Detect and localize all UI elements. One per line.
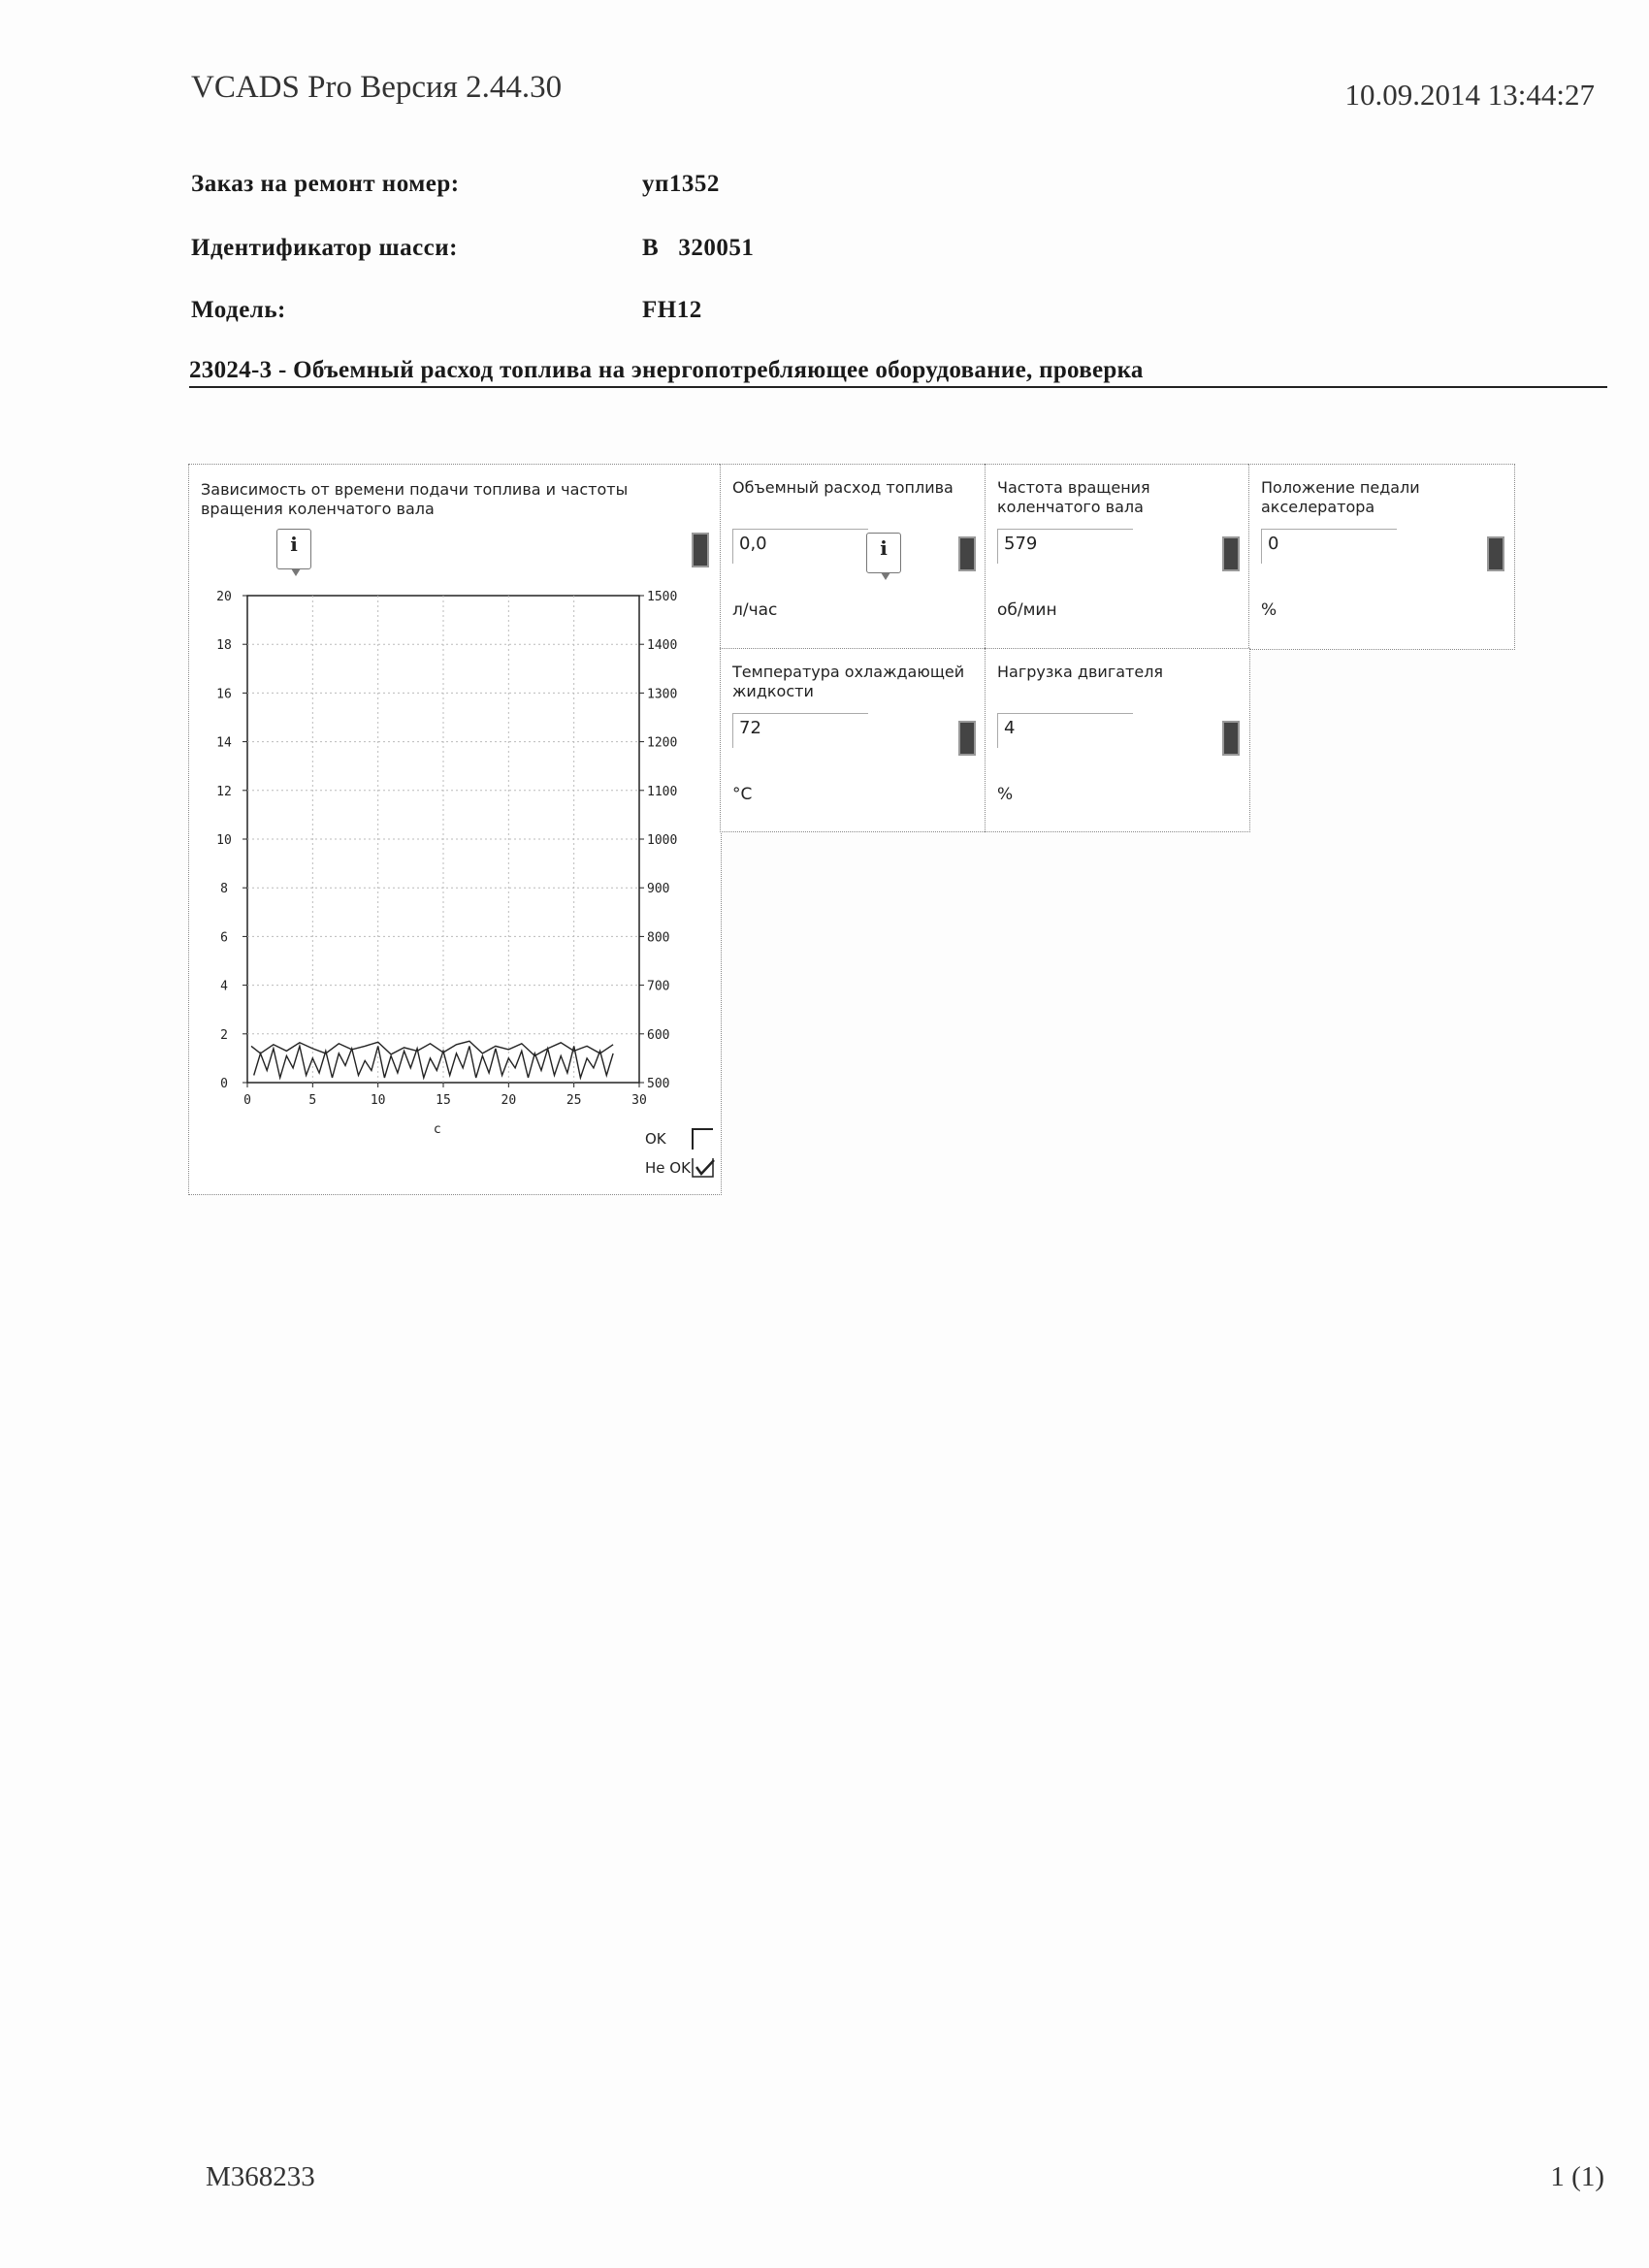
y2-tick-label: 900 bbox=[647, 882, 670, 897]
field-repair-order bbox=[191, 171, 720, 198]
not-ok-label: Не OK bbox=[645, 1159, 691, 1177]
x-tick-label: 15 bbox=[436, 1093, 451, 1108]
gauge-value: 4 bbox=[997, 713, 1133, 748]
chart-title: Зависимость от времени подачи топлива и частоты вращения коленчатого вала bbox=[201, 480, 629, 518]
report-datetime: 10.09.2014 13:44:27 bbox=[1344, 78, 1595, 112]
checkmark-icon bbox=[692, 1157, 715, 1181]
y-tick-label: 6 bbox=[220, 930, 228, 946]
scroll-bar-handle[interactable] bbox=[958, 536, 976, 571]
y2-tick-label: 600 bbox=[647, 1027, 670, 1043]
info-icon[interactable]: i bbox=[276, 529, 311, 569]
field-label: Заказ на ремонт номер: bbox=[191, 171, 460, 197]
field-label: Идентификатор шасси: bbox=[191, 235, 458, 261]
gauge-unit: л/час bbox=[732, 600, 778, 620]
gauge-engine-rpm bbox=[985, 464, 1250, 650]
y2-tick-label: 700 bbox=[647, 979, 670, 994]
gauge-unit: °C bbox=[732, 785, 753, 804]
gauge-unit: % bbox=[1261, 600, 1277, 620]
y2-tick-label: 1200 bbox=[647, 735, 678, 751]
gauge-title: Положение педали акселератора bbox=[1261, 478, 1420, 516]
gauge-fuel-rate bbox=[720, 464, 986, 650]
x-tick-label: 30 bbox=[631, 1093, 647, 1108]
y-tick-label: 16 bbox=[216, 687, 232, 702]
gauge-coolant-temp bbox=[720, 648, 986, 832]
x-axis-label: с bbox=[434, 1122, 441, 1137]
x-tick-label: 25 bbox=[566, 1093, 582, 1108]
y2-tick-label: 800 bbox=[647, 930, 670, 946]
y-tick-label: 10 bbox=[216, 833, 232, 848]
y-tick-label: 12 bbox=[216, 784, 232, 799]
field-model bbox=[191, 297, 702, 324]
gauge-pedal-position bbox=[1248, 464, 1515, 650]
gauge-title: Частота вращения коленчатого вала bbox=[997, 478, 1150, 516]
gauge-title: Температура охлаждающей жидкости bbox=[732, 663, 965, 700]
ok-checkbox[interactable] bbox=[692, 1128, 713, 1150]
field-chassis-id bbox=[191, 235, 754, 262]
gauge-value: 72 bbox=[732, 713, 868, 748]
scroll-bar-handle[interactable] bbox=[1222, 721, 1240, 756]
scroll-bar-handle[interactable] bbox=[1222, 536, 1240, 571]
x-tick-label: 0 bbox=[243, 1093, 251, 1108]
x-tick-label: 20 bbox=[501, 1093, 517, 1108]
field-value: уп1352 bbox=[642, 171, 720, 197]
ok-label: OK bbox=[645, 1130, 666, 1148]
test-title: 23024-3 - Объемный расход топлива на энергопотребляющее оборудование, проверка bbox=[189, 357, 1607, 388]
y2-tick-label: 1000 bbox=[647, 833, 678, 848]
scroll-bar-handle[interactable] bbox=[1487, 536, 1504, 571]
y2-tick-label: 1500 bbox=[647, 590, 678, 604]
y2-tick-label: 1400 bbox=[647, 638, 678, 654]
page-number: 1 (1) bbox=[1550, 2161, 1604, 2192]
y-tick-label: 0 bbox=[220, 1077, 228, 1091]
y-tick-label: 18 bbox=[216, 638, 232, 654]
field-value: B 320051 bbox=[642, 235, 755, 261]
scroll-bar-handle[interactable] bbox=[958, 721, 976, 756]
field-value: FH12 bbox=[642, 297, 702, 323]
chart-panel bbox=[188, 464, 722, 1195]
y2-tick-label: 500 bbox=[647, 1077, 670, 1091]
y-tick-label: 20 bbox=[216, 590, 232, 604]
y-tick-label: 4 bbox=[220, 979, 228, 994]
document-id: M368233 bbox=[206, 2161, 315, 2192]
x-tick-label: 10 bbox=[370, 1093, 386, 1108]
chart-canvas bbox=[189, 465, 721, 1194]
gauge-unit: % bbox=[997, 785, 1014, 804]
gauge-unit: об/мин bbox=[997, 600, 1057, 620]
gauge-title: Нагрузка двигателя bbox=[997, 663, 1164, 681]
field-label: Модель: bbox=[191, 297, 286, 323]
gauge-value: 0 bbox=[1261, 529, 1397, 564]
x-tick-label: 5 bbox=[308, 1093, 317, 1108]
app-version: VCADS Pro Версия 2.44.30 bbox=[191, 70, 563, 105]
y-tick-label: 8 bbox=[220, 882, 228, 897]
info-icon[interactable]: i bbox=[866, 533, 901, 573]
gauge-engine-load bbox=[985, 648, 1250, 832]
y-tick-label: 2 bbox=[220, 1027, 228, 1043]
gauge-title: Объемный расход топлива bbox=[732, 478, 954, 497]
y2-tick-label: 1300 bbox=[647, 687, 678, 702]
not-ok-checkbox[interactable] bbox=[692, 1157, 711, 1177]
y2-tick-label: 1100 bbox=[647, 784, 678, 799]
gauge-value: 579 bbox=[997, 529, 1133, 564]
gauge-value: 0,0 bbox=[732, 529, 868, 564]
y-tick-label: 14 bbox=[216, 735, 232, 751]
